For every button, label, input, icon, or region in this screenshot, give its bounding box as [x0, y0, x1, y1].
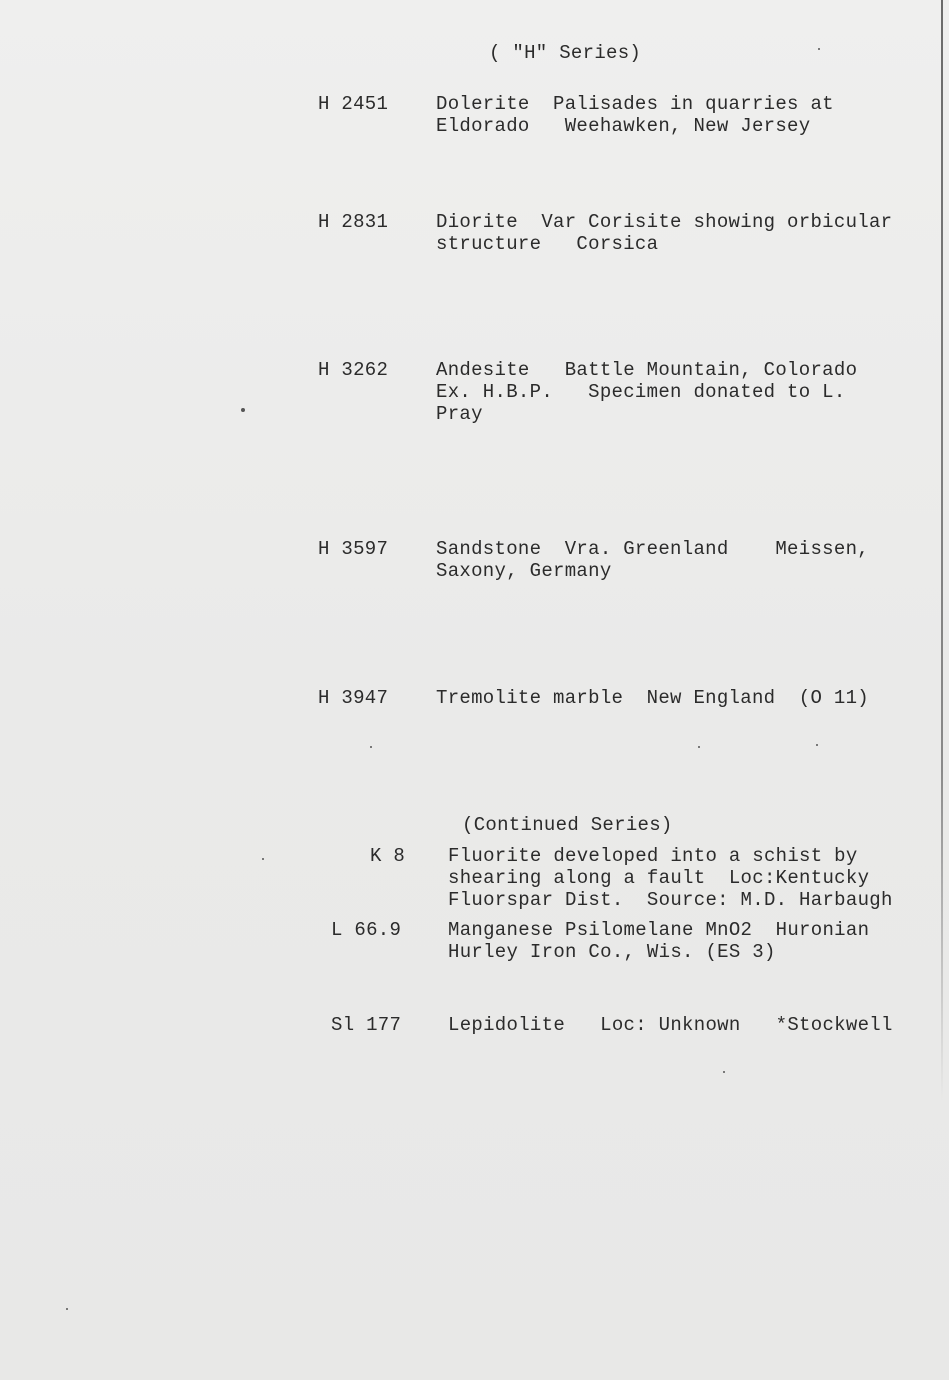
description-line: Manganese Psilomelane MnO2 Huronian	[448, 919, 870, 941]
h-series-heading: ( "H" Series)	[489, 42, 642, 64]
description-line: structure Corsica	[436, 233, 659, 255]
description-line: Lepidolite Loc: Unknown *Stockwell	[448, 1014, 893, 1036]
description-line: Ex. H.B.P. Specimen donated to L.	[436, 381, 846, 403]
description-line: Fluorite developed into a schist by	[448, 845, 858, 867]
description-line: Saxony, Germany	[436, 560, 612, 582]
specimen-code: H 2831	[318, 211, 389, 233]
paper-speck	[816, 744, 818, 746]
description-line: Fluorspar Dist. Source: M.D. Harbaugh	[448, 889, 893, 911]
specimen-code: Sl 177	[331, 1014, 402, 1036]
description-line: Tremolite marble New England (O 11)	[436, 687, 869, 709]
description-line: Hurley Iron Co., Wis. (ES 3)	[448, 941, 776, 963]
specimen-code: K 8	[370, 845, 406, 867]
description-line: Diorite Var Corisite showing orbicular	[436, 211, 893, 233]
specimen-code: H 3597	[318, 538, 389, 560]
paper-speck	[241, 408, 245, 412]
specimen-code: H 3262	[318, 359, 389, 381]
paper-speck	[262, 858, 264, 860]
page-edge-shadow	[941, 0, 943, 1100]
description-line: Dolerite Palisades in quarries at	[436, 93, 834, 115]
specimen-code: L 66.9	[331, 919, 402, 941]
paper-speck	[370, 746, 372, 748]
description-line: shearing along a fault Loc:Kentucky	[448, 867, 870, 889]
specimen-code: H 3947	[318, 687, 389, 709]
description-line: Eldorado Weehawken, New Jersey	[436, 115, 811, 137]
paper-speck	[66, 1308, 68, 1310]
description-line: Sandstone Vra. Greenland Meissen,	[436, 538, 869, 560]
continued-series-heading: (Continued Series)	[462, 814, 673, 836]
paper-speck	[698, 746, 700, 748]
specimen-code: H 2451	[318, 93, 389, 115]
paper-speck	[818, 48, 820, 50]
paper-speck	[723, 1071, 725, 1073]
description-line: Pray	[436, 403, 483, 425]
description-line: Andesite Battle Mountain, Colorado	[436, 359, 858, 381]
